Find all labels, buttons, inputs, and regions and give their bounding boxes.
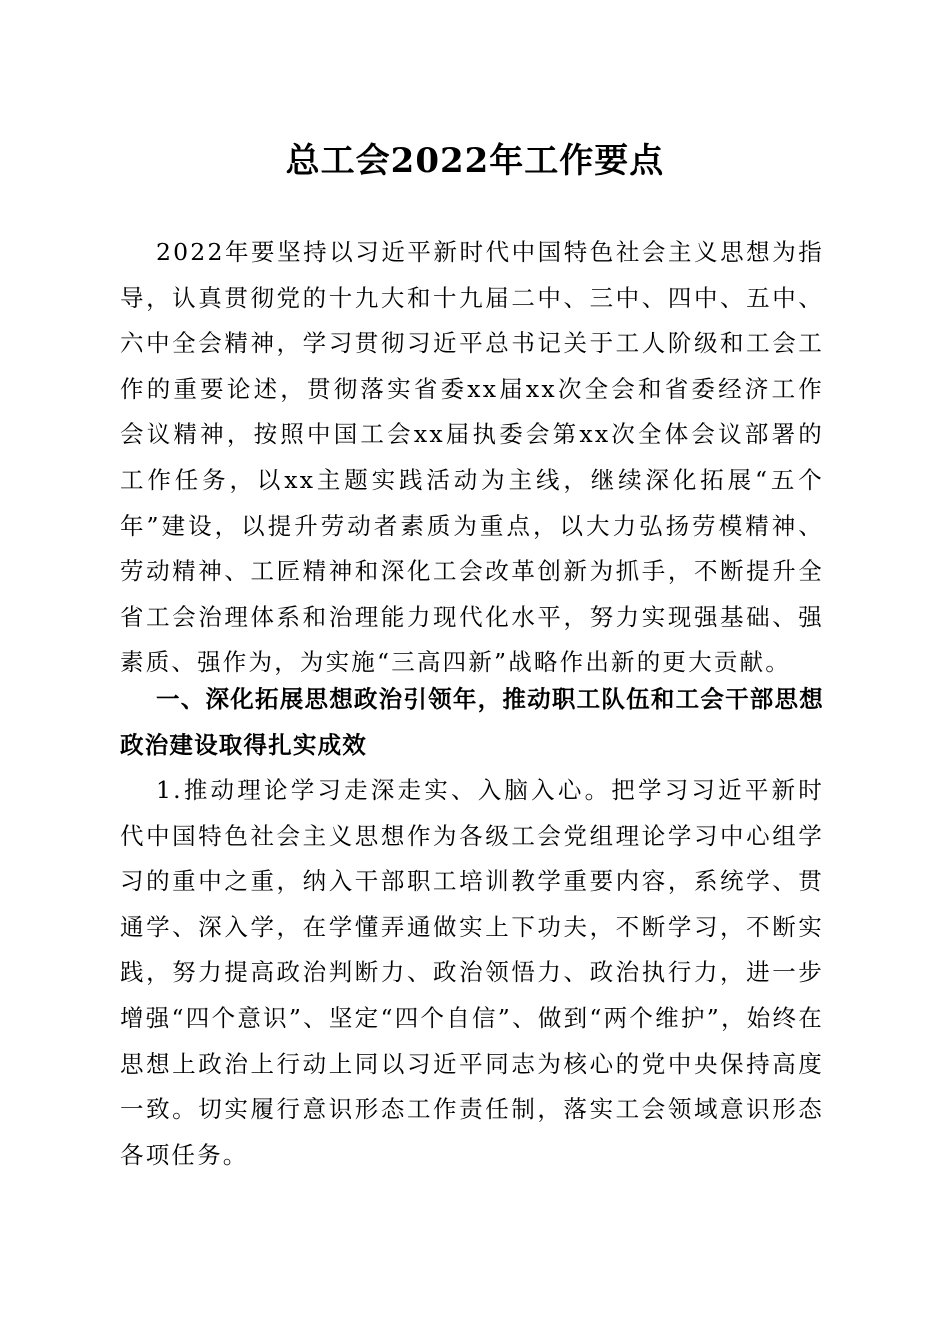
document-title: 总工会2022年工作要点	[285, 141, 665, 181]
item-1-paragraph: 1.推动理论学习走深走实、入脑入心。把学习习近平新时代中国特色社会主义思想作为各级工会党组理论学习中心组学习的重中之重，纳入干部职工培训教学重要内容，系统学、贯通学、深入学，在学懂弄通做实上下功夫，不断学习，不断实践，努力提高政治判断力、政治领悟力、政治执行力，进一步增强“四个意识”、坚定“四个自信”、做到“两个维护”，始终在思想上政治上行动上同以习近平同志为核心的党中央保持高度一致。切实履行意识形态工作责任制，落实工会领域意识形态各项任务。	[120, 776, 824, 1169]
section-1-heading: 一、深化拓展思想政治引领年，推动职工队伍和工会干部思想政治建设取得扎实成效	[120, 685, 824, 759]
intro-paragraph: 2022年要坚持以习近平新时代中国特色社会主义思想为指导，认真贯彻党的十九大和十九届二中、三中、四中、五中、六中全会精神，学习贯彻习近平总书记关于工人阶级和工会工作的重要论述，贯彻落实省委xx届xx次全会和省委经济工作会议精神，按照中国工会xx届执委会第xx次全体会议部署的工作任务，以xx主题实践活动为主线，继续深化拓展“五个年”建设，以提升劳动者素质为重点，以大力弘扬劳模精神、劳动精神、工匠精神和深化工会改革创新为抓手，不断提升全省工会治理体系和治理能力现代化水平，努力实现强基础、强素质、强作为，为实施“三高四新”战略作出新的更大贡献。	[120, 238, 824, 677]
